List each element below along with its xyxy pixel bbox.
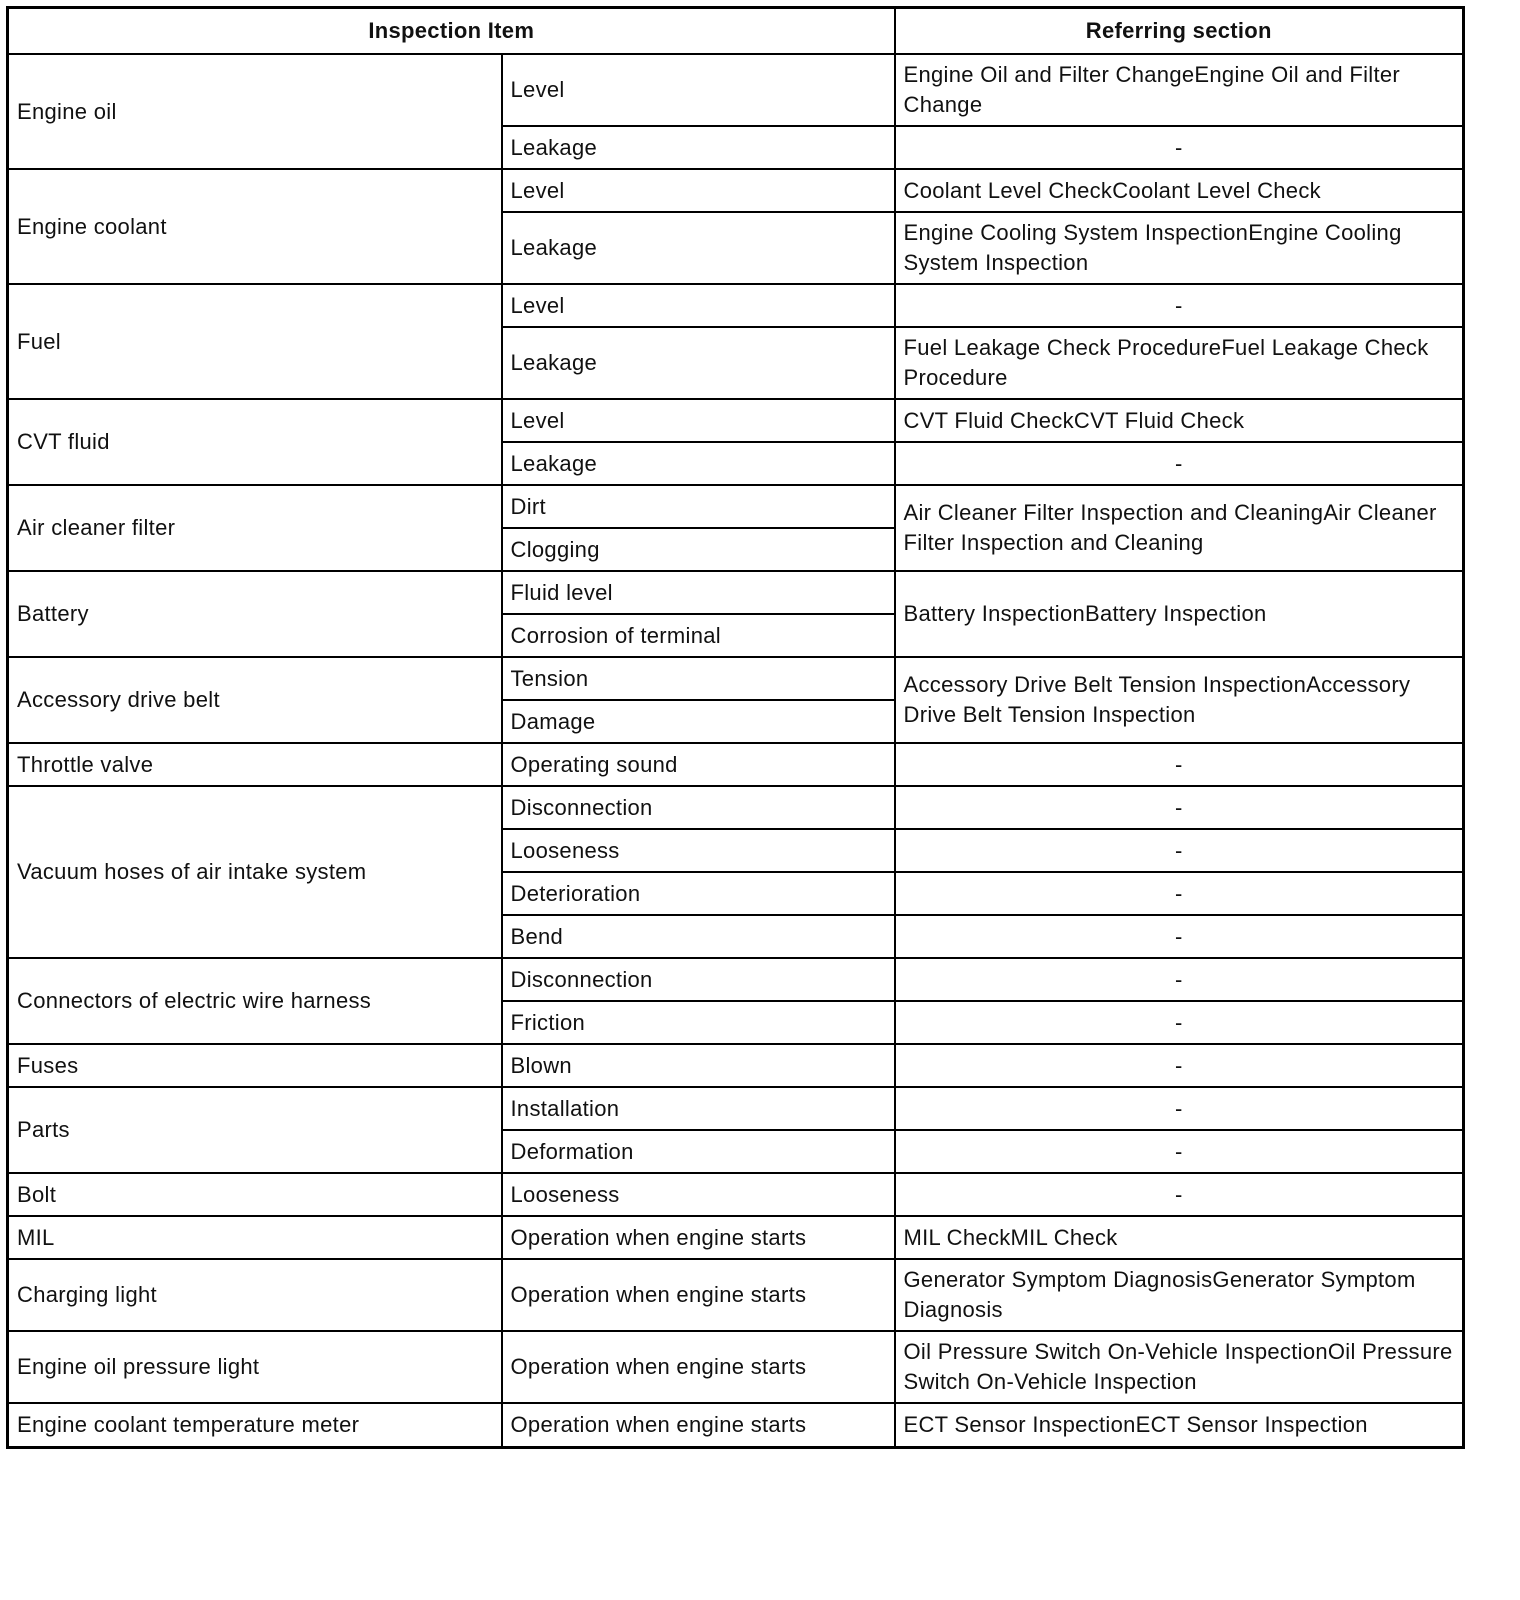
referring-section-cell: - <box>895 1130 1464 1173</box>
referring-section-cell: Engine Cooling System InspectionEngine Cooling System Inspection <box>895 212 1464 284</box>
inspection-sub-item-cell: Operation when engine starts <box>502 1259 895 1331</box>
inspection-sub-item-cell: Level <box>502 54 895 126</box>
referring-section-cell: - <box>895 126 1464 169</box>
referring-section-cell: - <box>895 1001 1464 1044</box>
referring-section-cell: Generator Symptom DiagnosisGenerator Symptom Diagnosis <box>895 1259 1464 1331</box>
referring-section-cell: - <box>895 872 1464 915</box>
inspection-sub-item-cell: Damage <box>502 700 895 743</box>
inspection-item-cell: Engine oil pressure light <box>8 1331 502 1403</box>
table-row <box>8 54 1464 126</box>
table-row <box>8 485 1464 528</box>
referring-section-cell: - <box>895 1087 1464 1130</box>
referring-section-cell: Coolant Level CheckCoolant Level Check <box>895 169 1464 212</box>
inspection-sub-item-cell: Level <box>502 399 895 442</box>
inspection-item-cell: Fuses <box>8 1044 502 1087</box>
table-row <box>8 1216 1464 1259</box>
referring-section-cell: Oil Pressure Switch On-Vehicle InspectionOil Pressure Switch On-Vehicle Inspection <box>895 1331 1464 1403</box>
referring-section-cell: - <box>895 915 1464 958</box>
inspection-sub-item-cell: Disconnection <box>502 786 895 829</box>
referring-section-cell: MIL CheckMIL Check <box>895 1216 1464 1259</box>
inspection-sub-item-cell: Leakage <box>502 442 895 485</box>
inspection-item-cell: Accessory drive belt <box>8 657 502 743</box>
inspection-sub-item-cell: Operation when engine starts <box>502 1331 895 1403</box>
table-row <box>8 1173 1464 1216</box>
inspection-sub-item-cell: Deformation <box>502 1130 895 1173</box>
referring-section-cell: Engine Oil and Filter ChangeEngine Oil and Filter Change <box>895 54 1464 126</box>
table-row <box>8 284 1464 327</box>
referring-section-cell: - <box>895 829 1464 872</box>
referring-section-cell: ECT Sensor InspectionECT Sensor Inspection <box>895 1403 1464 1447</box>
inspection-sub-item-cell: Clogging <box>502 528 895 571</box>
referring-section-cell: - <box>895 743 1464 786</box>
inspection-sub-item-cell: Level <box>502 169 895 212</box>
inspection-sub-item-cell: Deterioration <box>502 872 895 915</box>
table-row <box>8 1403 1464 1447</box>
table-row <box>8 1044 1464 1087</box>
inspection-sub-item-cell: Bend <box>502 915 895 958</box>
inspection-sub-item-cell: Leakage <box>502 126 895 169</box>
inspection-item-cell: MIL <box>8 1216 502 1259</box>
referring-section-cell: - <box>895 284 1464 327</box>
inspection-sub-item-cell: Leakage <box>502 327 895 399</box>
inspection-item-cell: Engine coolant temperature meter <box>8 1403 502 1447</box>
referring-section-cell: Fuel Leakage Check ProcedureFuel Leakage Check Procedure <box>895 327 1464 399</box>
inspection-item-cell: Air cleaner filter <box>8 485 502 571</box>
inspection-item-cell: Parts <box>8 1087 502 1173</box>
inspection-item-cell: Bolt <box>8 1173 502 1216</box>
table-row <box>8 399 1464 442</box>
table-header-row <box>8 8 1464 55</box>
referring-section-cell: CVT Fluid CheckCVT Fluid Check <box>895 399 1464 442</box>
referring-section-cell: Battery InspectionBattery Inspection <box>895 571 1464 657</box>
inspection-item-cell: Engine coolant <box>8 169 502 284</box>
header-referring-section: Referring section <box>895 8 1464 55</box>
inspection-sub-item-cell: Operating sound <box>502 743 895 786</box>
table-row <box>8 958 1464 1001</box>
inspection-item-cell: Connectors of electric wire harness <box>8 958 502 1044</box>
referring-section-cell: - <box>895 958 1464 1001</box>
inspection-sub-item-cell: Friction <box>502 1001 895 1044</box>
table-row <box>8 786 1464 829</box>
inspection-sub-item-cell: Corrosion of terminal <box>502 614 895 657</box>
inspection-item-cell: Battery <box>8 571 502 657</box>
inspection-sub-item-cell: Looseness <box>502 829 895 872</box>
inspection-sub-item-cell: Fluid level <box>502 571 895 614</box>
table-row <box>8 169 1464 212</box>
inspection-sub-item-cell: Tension <box>502 657 895 700</box>
inspection-item-cell: Fuel <box>8 284 502 399</box>
inspection-item-cell: Charging light <box>8 1259 502 1331</box>
inspection-sub-item-cell: Looseness <box>502 1173 895 1216</box>
inspection-item-cell: Vacuum hoses of air intake system <box>8 786 502 958</box>
inspection-sub-item-cell: Dirt <box>502 485 895 528</box>
table-row <box>8 657 1464 700</box>
inspection-sub-item-cell: Level <box>502 284 895 327</box>
table-row <box>8 1259 1464 1331</box>
referring-section-cell: - <box>895 1173 1464 1216</box>
referring-section-cell: Accessory Drive Belt Tension InspectionAccessory Drive Belt Tension Inspection <box>895 657 1464 743</box>
inspection-sub-item-cell: Installation <box>502 1087 895 1130</box>
inspection-item-cell: Engine oil <box>8 54 502 169</box>
inspection-sub-item-cell: Blown <box>502 1044 895 1087</box>
inspection-table <box>6 6 1465 1449</box>
referring-section-cell: - <box>895 442 1464 485</box>
referring-section-cell: - <box>895 1044 1464 1087</box>
inspection-sub-item-cell: Operation when engine starts <box>502 1403 895 1447</box>
inspection-sub-item-cell: Operation when engine starts <box>502 1216 895 1259</box>
table-row <box>8 743 1464 786</box>
referring-section-cell: Air Cleaner Filter Inspection and CleaningAir Cleaner Filter Inspection and Cleaning <box>895 485 1464 571</box>
inspection-sub-item-cell: Disconnection <box>502 958 895 1001</box>
inspection-item-cell: CVT fluid <box>8 399 502 485</box>
table-row <box>8 1087 1464 1130</box>
inspection-item-cell: Throttle valve <box>8 743 502 786</box>
header-inspection-item: Inspection Item <box>8 8 895 55</box>
inspection-sub-item-cell: Leakage <box>502 212 895 284</box>
referring-section-cell: - <box>895 786 1464 829</box>
table-row <box>8 571 1464 614</box>
table-row <box>8 1331 1464 1403</box>
